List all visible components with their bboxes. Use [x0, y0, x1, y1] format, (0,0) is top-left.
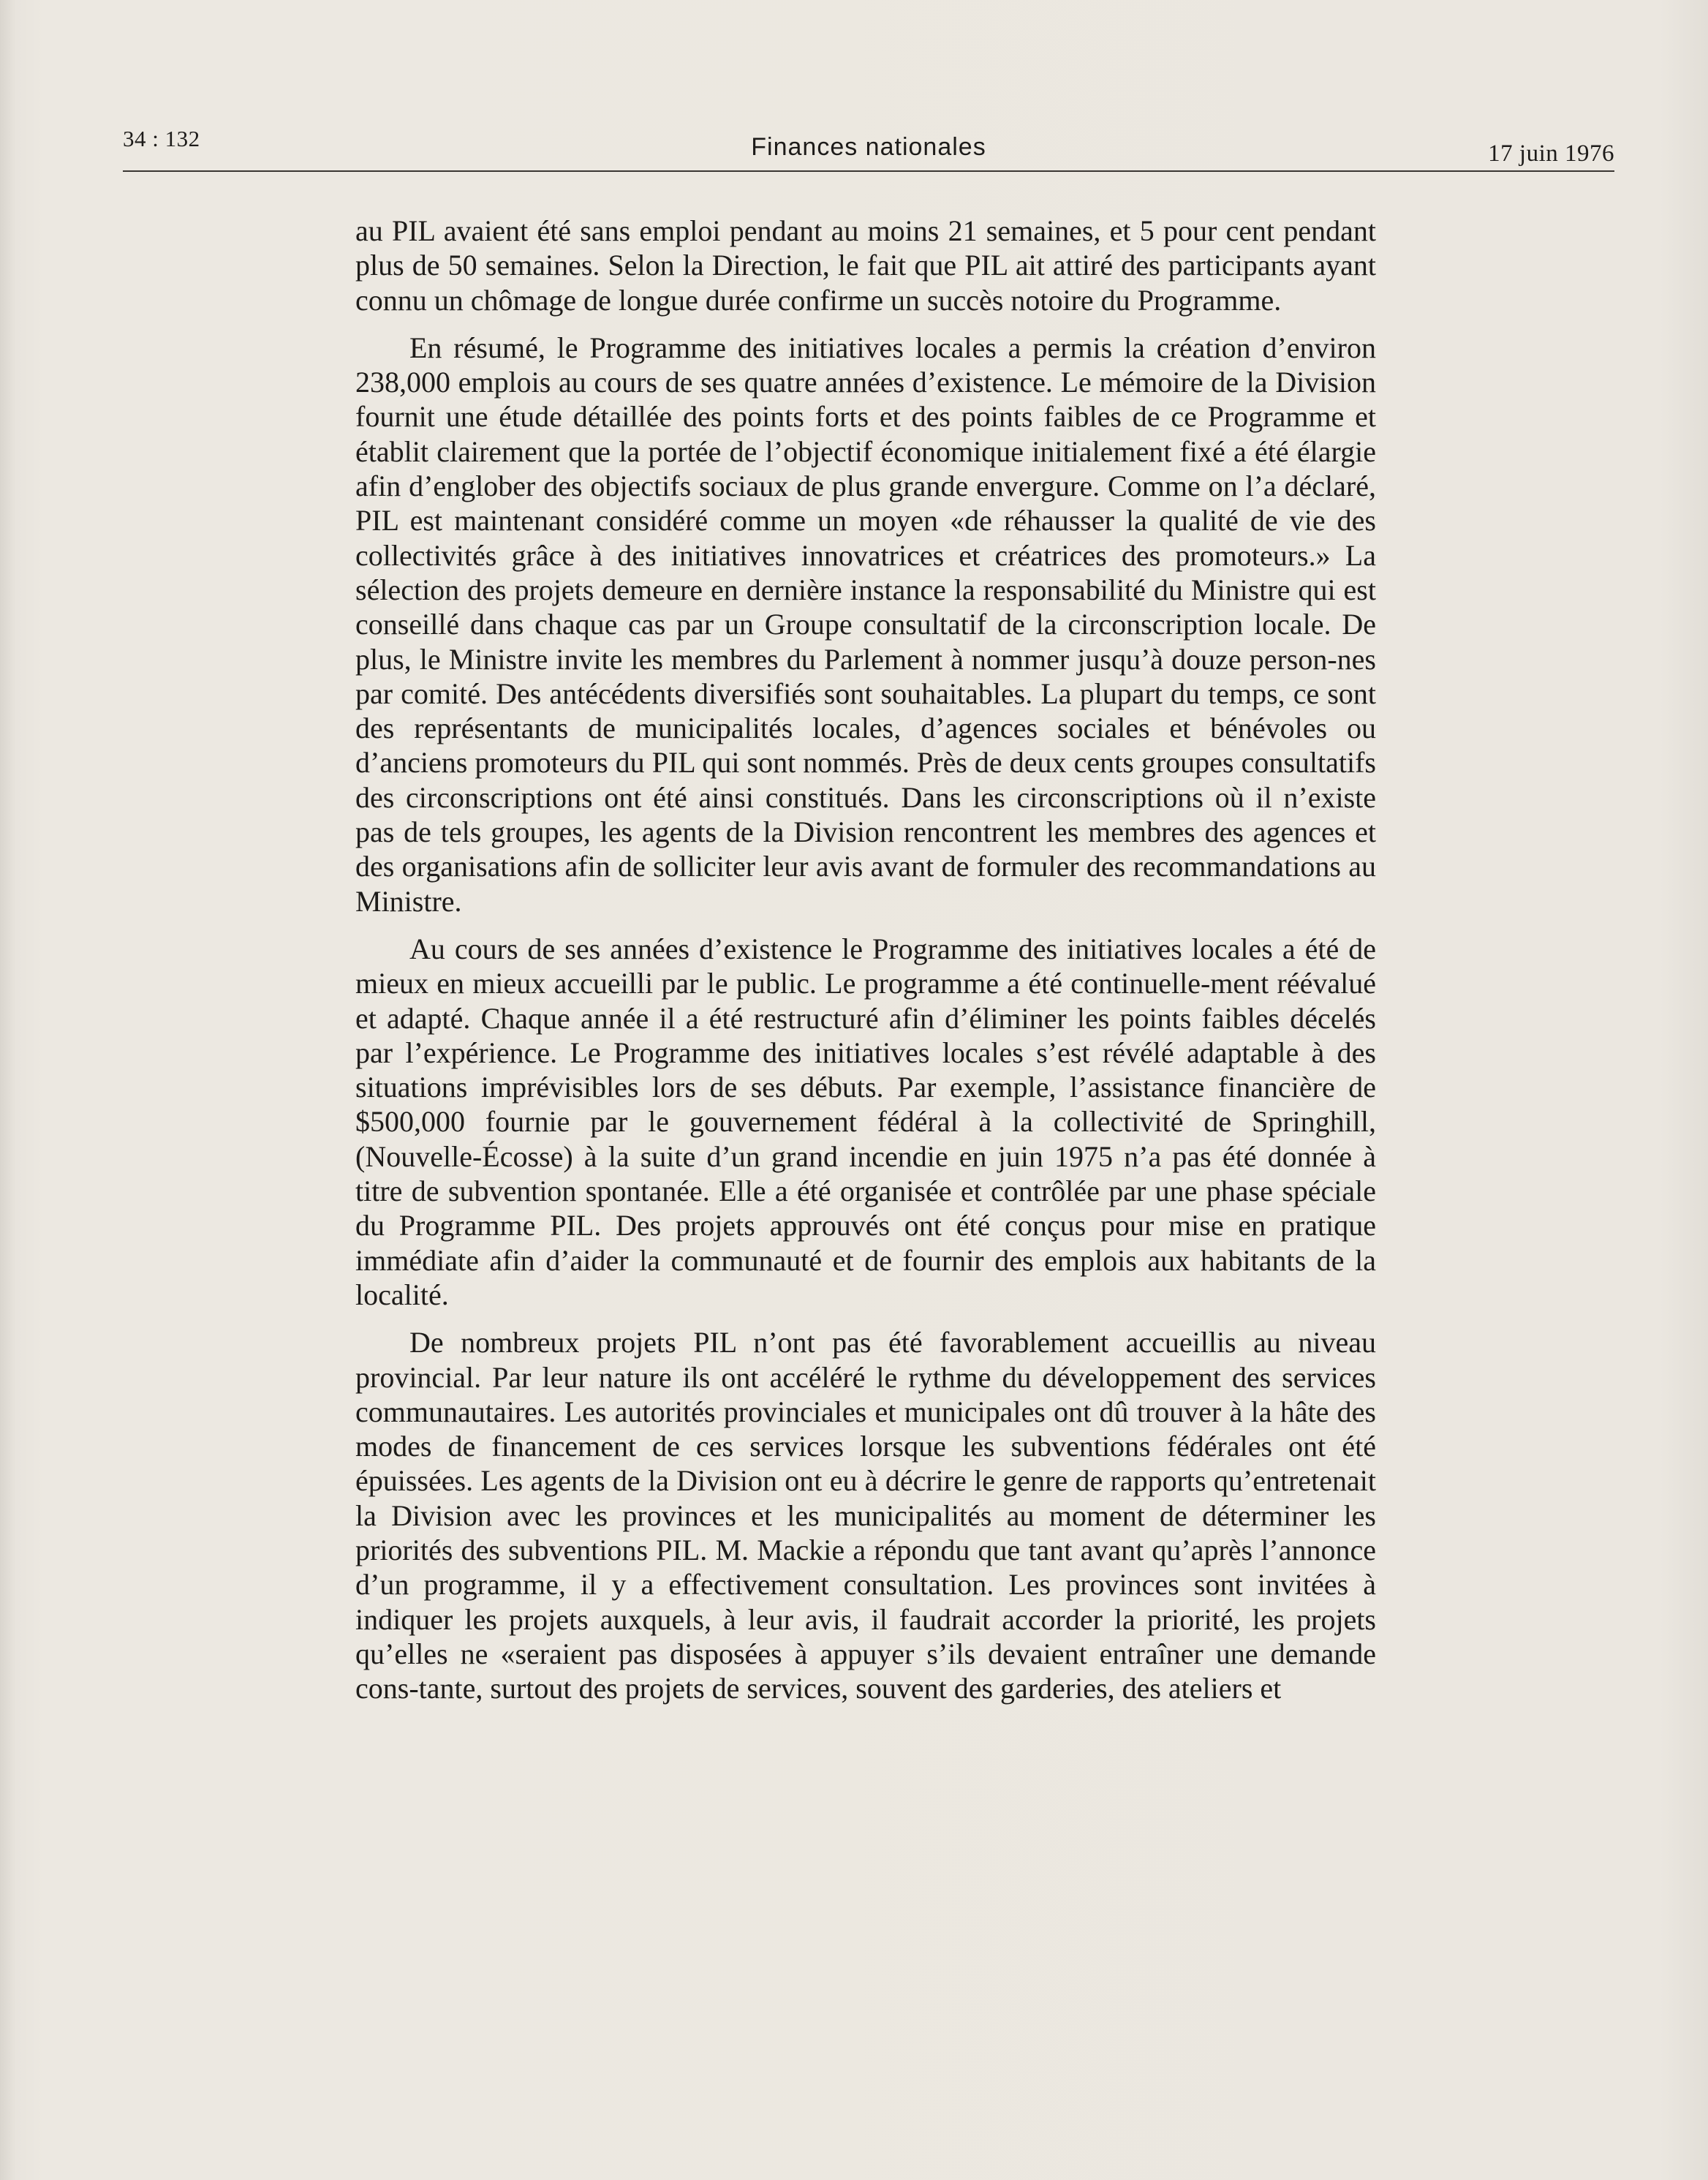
publication-date: 17 juin 1976 [1488, 140, 1614, 167]
paragraph-3: Au cours de ses années d’existence le Programme des initiatives locales a été de mieux en mieux accueilli par le public. Le programme a été continuelle-ment réévalué et adapté. Chaque année il a été restructuré afin d’éliminer les points faibles décelés par l’expérience. Le Programme des initiatives locales s’est révélé adaptable à des situations imprévisibles lors de ses débuts. Par exemple, l’assistance financière de $500,000 fournie par le gouvernement fédéral à la collectivité de Springhill, (Nouvelle-Écosse) à la suite d’un grand incendie en juin 1975 n’a pas été donnée à titre de subvention spontanée. Elle a été organisée et contrôlée par une phase spéciale du Programme PIL. Des projets approuvés ont été conçus pour mise en pratique immédiate afin d’aider la communauté et de fournir des emplois aux habitants de la localité. [355, 932, 1376, 1311]
paragraph-1: au PIL avaient été sans emploi pendant au moins 21 semaines, et 5 pour cent pendant plus de 50 semaines. Selon la Direction, le fait que PIL ait attiré des participants ayant connu un chômage de longue durée confirme un succès notoire du Programme. [355, 214, 1376, 317]
paragraph-4: De nombreux projets PIL n’ont pas été favorablement accueillis au niveau provincial. Par leur nature ils ont accéléré le rythme du développement des services communautaires. Les autorités provinciales et municipales ont dû trouver à la hâte des modes de financement de ces services lorsque les subventions fédérales ont été épuissées. Les agents de la Division ont eu à décrire le genre de rapports qu’entretenait la Division avec les provinces et les municipalités au moment de déterminer les priorités des subventions PIL. M. Mackie a répondu que tant avant qu’après l’annonce d’un programme, il y a effectivement consultation. Les provinces sont invitées à indiquer les projets auxquels, à leur avis, il faudrait accorder la priorité, les projets qu’elles ne «seraient pas disposées à appuyer s’ils devaient entraîner une demande cons-tante, surtout des projets de services, souvent des garderies, des ateliers et [355, 1326, 1376, 1705]
body-text [355, 214, 1376, 1719]
paragraph-2: En résumé, le Programme des initiatives locales a permis la création d’environ 238,000 emplois au cours de ses quatre années d’existence. Le mémoire de la Division fournit une étude détaillée des points forts et des points faibles de ce Programme et établit clairement que la portée de l’objectif économique initialement fixé a été élargie afin d’englober des objectifs sociaux de plus grande envergure. Comme on l’a déclaré, PIL est maintenant considéré comme un moyen «de réhausser la qualité de vie des collectivités grâce à des initiatives innovatrices et créatrices des promoteurs.» La sélection des projets demeure en dernière instance la responsabilité du Ministre qui est conseillé dans chaque cas par un Groupe consultatif de la circonscription locale. De plus, le Ministre invite les membres du Parlement à nommer jusqu’à douze person-nes par comité. Des antécédents diversifiés sont souhaitables. La plupart du temps, ce sont des représentants de municipalités locales, d’agences sociales et bénévoles ou d’anciens promoteurs du PIL qui sont nommés. Près de deux cents groupes consultatifs des circonscriptions ont été ainsi constitués. Dans les circonscriptions où il n’existe pas de tels groupes, les agents de la Division rencontrent les membres des agences et des organisations afin de solliciter leur avis avant de formuler des recommandations au Ministre. [355, 331, 1376, 918]
header-rule [123, 170, 1614, 172]
publication-title: Finances nationales [751, 133, 986, 161]
running-header [123, 123, 1614, 174]
page-number: 34 : 132 [123, 126, 200, 151]
